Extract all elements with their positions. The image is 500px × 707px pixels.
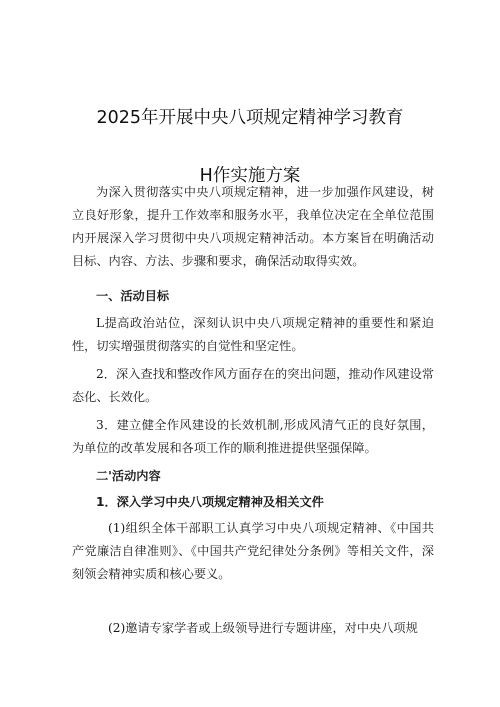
section-heading-goals: 一、活动目标 xyxy=(96,289,170,303)
intro-paragraph: 为深入贯彻落实中央八项规定精神，进一步加强作风建设，树立良好形象，提升工作效率和服务水平，我单位决定在全单位范围内开展深入学习贯彻中央八项规定精神活动。本方案旨在明确活动目标、内容、方法、步骤和要求，确保活动取得实效。 xyxy=(72,185,434,268)
content-item-2-paragraph: (2)邀请专家学者或上级领导进行专题讲座，对中央八项规 xyxy=(108,621,418,635)
goal-3-paragraph: 3．建立健全作风建设的长效机制,形成风清气正的良好氛围，为单位的改革发展和各项工作的顺利推进提供坚强保障。 xyxy=(72,418,434,455)
section-heading-content: 二'活动内容 xyxy=(96,469,161,483)
subsection-heading-study: 1．深入学习中央八项规定精神及相关文件 xyxy=(96,495,324,509)
content-item-1-paragraph: (1)组织全体干部职工认真学习中央八项规定精神、《中国共产党廉洁自律准则》、《中国共产党纪律处分条例》等相关文件，深刻领会精神实质和核心要义。 xyxy=(72,521,434,581)
document-title-line-1: 2025年开展中央八项规定精神学习教育 xyxy=(96,108,404,128)
goal-1-paragraph: L提高政治站位，深刻认识中央八项规定精神的重要性和紧迫性，切实增强贯彻落实的自觉性和坚定性。 xyxy=(72,316,434,353)
document-title-line-2: H作实施方案 xyxy=(199,166,301,186)
goal-2-paragraph: 2．深入查找和整改作风方面存在的突出问题，推动作风建设常态化、长效化。 xyxy=(72,367,434,404)
